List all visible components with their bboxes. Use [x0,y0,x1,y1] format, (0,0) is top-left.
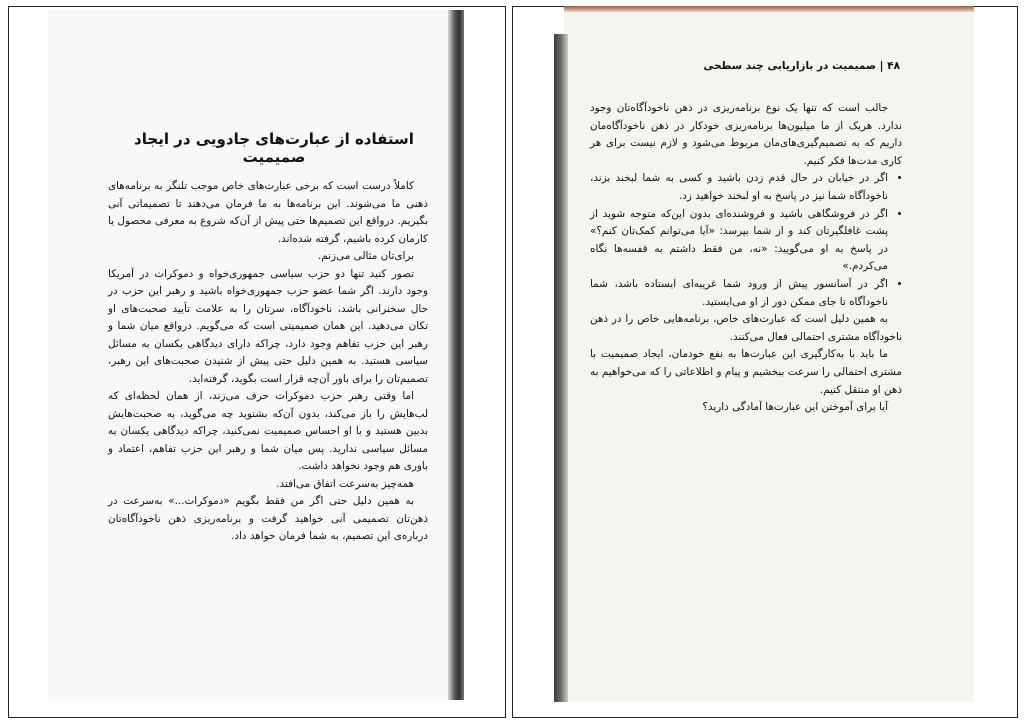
bullet-item: • اگر در آسانسور پیش از ورود شما غریبه‌ای ایستاده باشد، شما ناخودآگاه تا جای ممکن دور از او می‌ایستید. [590,276,888,311]
right-page-spine-shadow [554,34,568,702]
section-heading: استفاده از عبارت‌های جادویی در ایجاد صمیمیت [134,130,414,166]
left-paragraph-5: همه‌چیز به‌سرعت اتفاق می‌افتد. [276,477,414,490]
right-paragraph-3: آیا برای آموختن این عبارت‌ها آمادگی دارید؟ [702,401,888,414]
left-paragraph-4: اما وقتی رهبر حزب دموکرات حرف می‌زند، از همان لحظه‌ای که لب‌هایش را باز می‌کند، بدون آن‌که بشنوید چه می‌گوید، به صحبت‌هایش بدبین هستید و با او احساس صمیمیت نمی‌کنید، چراکه دیدگاهی یکسان به مسائل سیاسی ندارید. پس میان شما و رهبر این حزب تفاهم، اعتماد و باوری هم وجود نخواهد داشت. [108,390,428,472]
right-page-body [590,100,902,417]
left-paragraph-2: برای‌تان مثالی می‌زنم. [318,250,414,262]
left-paragraph-3: تصور کنید تنها دو حزب سیاسی جمهوری‌خواه و دموکرات در آمریکا وجود دارند. اگر شما عضو حزب جمهوری‌خواه باشید و رهبر این حزب در حال سخنرانی باشد، ناخودآگاه، سرتان را به علامت تأیید صحبت‌های او تکان می‌دهید. این همان صمیمیتی است که می‌گویم. درواقع میان شما و رهبر این حزب تفاهم وجود دارد، چراکه دارای دیدگاهی یکسان به مسائل سیاسی هستید. به همین دلیل حتی پیش از شنیدن صحبت‌های این رهبر، تصمیم‌تان را برای باور آن‌چه قرار است بگوید، گرفته‌اید. [108,267,428,385]
right-page-top-edge [564,6,974,12]
bullet-item: • اگر در خیابان در حال قدم زدن باشید و کسی به شما لبخند بزند، ناخودآگاه شما نیز در پاسخ به او لبخند خواهید زد. [590,170,888,205]
left-page-spine-shadow [448,10,464,700]
right-paragraph-2: ما باید با به‌کارگیری این عبارت‌ها به نفع خودمان، ایجاد صمیمیت با مشتری احتمالی را سرعت ببخشیم و پیام و اطلاعاتی را که می‌خواهیم به ذهن او منتقل کنیم. [590,348,902,396]
left-paragraph-1: کاملاً درست است که برخی عبارت‌های خاص موجب تلنگر به برنامه‌های ذهنی ما می‌شوند. این برنامه‌ها به ما فرمان می‌دهند تا تصمیماتی آنی بگیریم. درواقع این تصمیم‌ها حتی پیش از آن‌که شروع به معرفی محصول یا کارمان کرده باشیم، گرفته شده‌اند. [108,180,428,245]
left-paragraph-6: به همین دلیل حتی اگر من فقط بگویم «دموکرات...» به‌سرعت در ذهن‌تان تصمیمی آنی خواهید گرفت و برنامه‌ریزی ذهن ناخودآگاه‌تان درباره‌ی این تصمیم، به شما فرمان خواهد داد. [108,495,428,542]
bullet-item: • اگر در فروشگاهی باشید و فروشنده‌ای بدون این‌که متوجه شوید از پشت غافلگیرتان کند و از شما بپرسد: «آیا می‌توانم کمک‌تان کنم؟» در پاسخ به او می‌گویید: «نه، من فقط داشتم به قفسه‌ها نگاه می‌کردم.» [590,206,888,276]
left-page-body [108,178,428,546]
example-bullet-list [590,170,902,311]
right-paragraph-1: به همین دلیل است که عبارت‌های خاص، برنامه‌هایی خاص را در ذهن ناخودآگاه مشتری احتمالی فعال می‌کنند. [590,313,902,343]
running-head: ۴۸ | صمیمیت در بازاریابی چند سطحی [703,60,900,72]
right-intro-paragraph: جالب است که تنها یک نوع برنامه‌ریزی در ذهن ناخودآگاه‌تان وجود ندارد. هریک از ما میلیون‌ها برنامه‌ریزی خودکار در ذهن ناخودآگاه‌مان داریم که به تصمیم‌گیری‌های‌مان مربوط می‌شود و لازم نیست برای هر کاری مدت‌ها فکر کنیم. [590,102,902,167]
